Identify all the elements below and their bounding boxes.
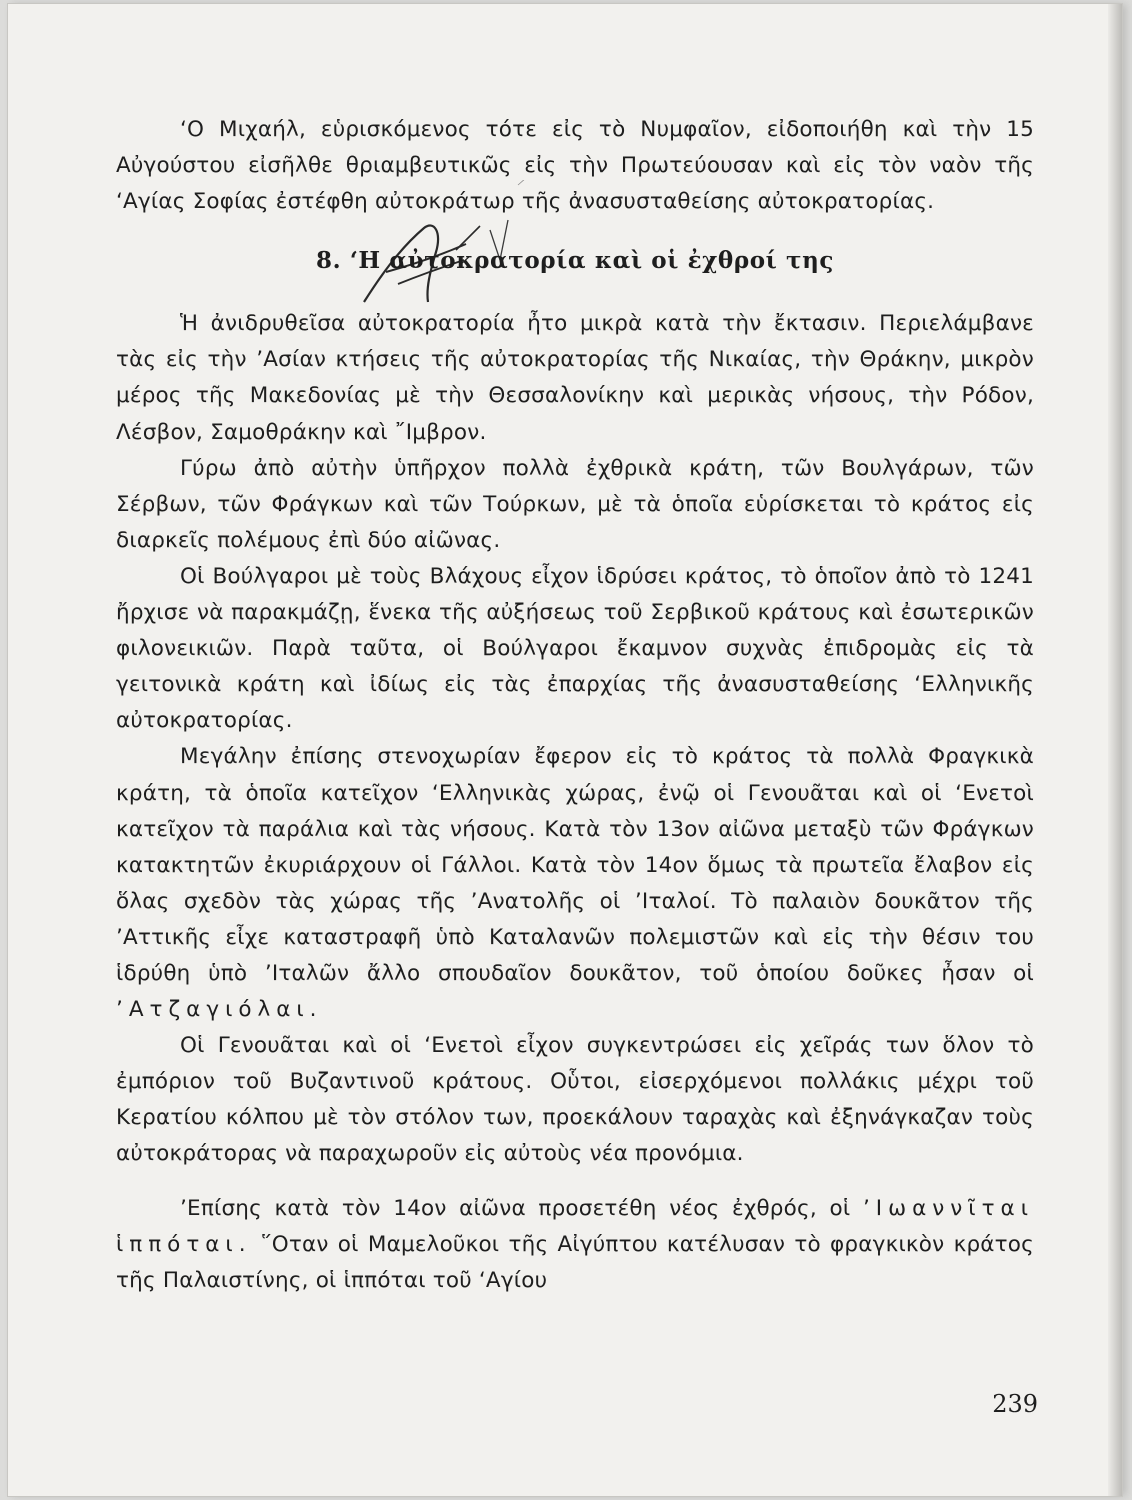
spaced-name-ioannitai: ’Ιωαννῖται ἱππόται. xyxy=(116,1195,1034,1257)
section-heading: 8. ‘Η αὐτοκρατορία καὶ οἱ ἐχθροί της xyxy=(316,247,834,275)
paragraph-2: Ἡ ἀνιδρυθεῖσα αὐτοκρατορία ἦτο μικρὰ κατὰ τὴν ἔκτασιν. Περιελάμβανε τὰς εἰς τὴν ’Ασίαν κτήσεις τῆς αὐτοκρατορίας τῆς Νικαίας, τὴν Θράκην, μικρὸν μέρος τῆς Μακεδονίας μὲ τὴν Θεσσαλονίκην καὶ μερικὰς νήσους, τὴν Ρόδον, Λέσβον, Σαμοθράκην καὶ ῎Ιμβρον. xyxy=(116,311,1034,445)
paragraph-6: Οἱ Γενουᾶται καὶ οἱ ‘Ενετοὶ εἶχον συγκεντρώσει εἰς χεῖράς των ὅλον τὸ ἐμπόριον τοῦ Βυζαντινοῦ κράτους. Οὗτοι, εἰσερχόμενοι πολλάκις μέχρι τοῦ Κερατίου κόλπου μὲ τὸν στόλον των, προεκάλουν ταραχὰς καὶ ἐξηνάγκαζαν τοὺς αὐτοκράτορας νὰ παραχωροῦν εἰς αὐτοὺς νέα προνόμια. xyxy=(116,1033,1034,1167)
paragraph-7 xyxy=(116,1191,1034,1299)
paragraph-5-text: Μεγάλην ἐπίσης στενοχωρίαν ἔφερον εἰς τὸ κράτος τὰ πολλὰ Φραγκικὰ κράτη, τὰ ὁποῖα κατεῖχον ‘Ελληνικὰς χώρας, ἐνῷ οἱ Γενουᾶται καὶ οἱ ‘Ενετοὶ κατεῖχον τὰ παράλια καὶ τὰς νήσους. Κατὰ τὸν 13ον αἰῶνα μεταξὺ τῶν Φράγκων κατακτητῶν ἐκυριάρχουν οἱ Γάλλοι. Κατὰ τὸν 14ον ὅμως τὰ πρωτεῖα ἔλαβον εἰς ὅλας σχεδὸν τὰς χώρας τῆς ’Ανατολῆς οἱ ’Ιταλοί. Τὸ παλαιὸν δουκᾶτον τῆς ’Αττικῆς εἶχε καταστραφῆ ὑπὸ Καταλανῶν πολεμιστῶν καὶ εἰς τὴν θέσιν του ἱδρύθη ὑπὸ ’Ιταλῶν ἄλλο σπουδαῖον δουκᾶτον, τοῦ ὁποίου δοῦκες ἦσαν οἱ xyxy=(116,744,1034,986)
paragraph-7-text: ’Επίσης κατὰ τὸν 14ον αἰῶνα προσετέθη νέος ἐχθρός, οἱ xyxy=(180,1195,851,1221)
paragraph-4: Οἱ Βούλγαροι μὲ τοὺς Βλάχους εἶχον ἱδρύσει κράτος, τὸ ὁποῖον ἀπὸ τὸ 1241 ἤρχισε νὰ παρακμάζῃ, ἕνεκα τῆς αὐξήσεως τοῦ Σερβικοῦ κράτους καὶ ἐσωτερικῶν φιλονεικιῶν. Παρὰ ταῦτα, οἱ Βούλγαροι ἔκαμνον συχνὰς ἐπιδρομὰς εἰς τὰ γειτονικὰ κράτη καὶ ἰδίως εἰς τὰς ἐπαρχίας τῆς ἀνασυσταθείσης ‘Ελληνικῆς αὐτοκρατορίας. xyxy=(116,563,1034,734)
page-number: 239 xyxy=(992,1390,1038,1418)
book-page xyxy=(8,4,1122,1496)
paragraph-1: ‘Ο Μιχαήλ, εὑρισκόμενος τότε εἰς τὸ Νυμφαῖον, εἰδοποιήθη καὶ τὴν 15 Αὐγούστου εἰσῆλθε θριαμβευτικῶς εἰς τὴν Πρωτεύουσαν καὶ εἰς τὸν ναὸν τῆς ‘Αγίας Σοφίας ἐστέφθη αὐτοκράτωρ τῆς ἀνασυσταθείσης αὐτοκρατορίας. xyxy=(116,117,1034,215)
paragraph-7-continuation: ῞Οταν οἱ Μαμελοῦκοι τῆς Αἰγύπτου κατέλυσαν τὸ φραγκικὸν κράτος τῆς Παλαιστίνης, οἱ ἱππόται τοῦ ‘Αγίου xyxy=(116,1231,1034,1293)
page-edge xyxy=(1108,4,1122,1496)
page-text xyxy=(116,112,1034,1299)
paragraph-3: Γύρω ἀπὸ αὐτὴν ὑπῆρχον πολλὰ ἐχθρικὰ κράτη, τῶν Βουλγάρων, τῶν Σέρβων, τῶν Φράγκων καὶ τῶν Τούρκων, μὲ τὰ ὁποῖα εὑρίσκεται τὸ κράτος εἰς διαρκεῖς πολέμους ἐπὶ δύο αἰῶνας. xyxy=(116,455,1034,553)
paragraph-5 xyxy=(116,739,1034,1028)
spaced-name-atzagiolai: ’Ατζαγιόλαι. xyxy=(116,997,323,1023)
